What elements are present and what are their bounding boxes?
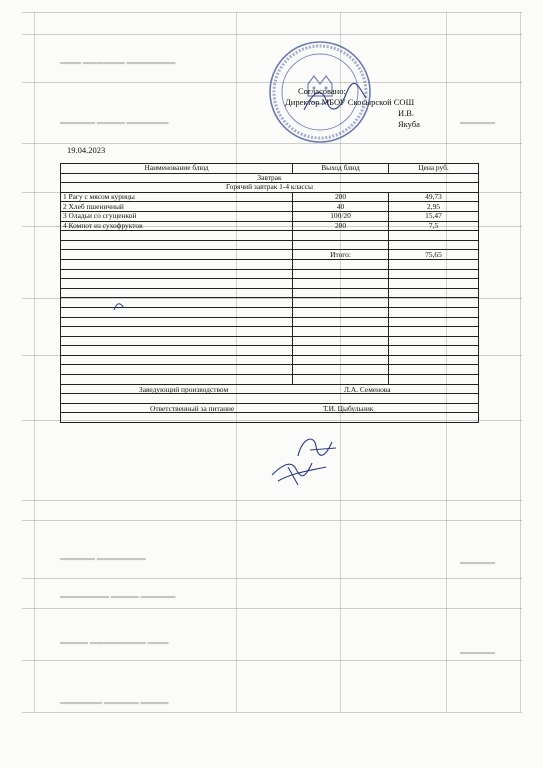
subsection-title: Горячий завтрак 1-4 классы — [61, 183, 479, 193]
dish-portion: 40 — [293, 202, 389, 212]
empty-row — [61, 269, 479, 279]
empty-row — [61, 365, 479, 375]
empty-row — [61, 288, 479, 298]
approval-line-signatory: И.В. Якуба — [398, 108, 420, 129]
dish-price: 15,47 — [389, 211, 479, 221]
table-row — [61, 221, 479, 231]
header-portion: Выход блюд — [293, 164, 389, 174]
nutrition-officer-label: Ответственный за питание — [150, 403, 235, 413]
section-row — [61, 173, 479, 183]
production-head-name: Л.А. Семенова — [344, 384, 391, 394]
empty-row — [61, 259, 479, 269]
empty-row — [61, 346, 479, 356]
document-date: 19.04.2023 — [67, 145, 106, 155]
menu-table — [60, 163, 479, 423]
dish-name: 3 Оладьи со сгущенкой — [61, 211, 293, 221]
table-row — [61, 192, 479, 202]
pen-mark — [112, 300, 126, 312]
total-label: Итого: — [293, 250, 389, 260]
nutrition-officer-signature — [268, 455, 330, 487]
empty-row — [61, 336, 479, 346]
empty-row — [61, 394, 479, 404]
dish-price: 2,95 — [389, 202, 479, 212]
dish-portion: 100/20 — [293, 211, 389, 221]
empty-row — [61, 279, 479, 289]
header-dish-name: Наименование блюд — [61, 164, 293, 174]
empty-row — [61, 231, 479, 241]
header-price: Цена руб. — [389, 164, 479, 174]
empty-row — [61, 240, 479, 250]
nutrition-officer-name: Т.И. Цыбульник — [323, 403, 374, 413]
approval-line-agreed: Согласовано: — [298, 86, 346, 96]
approval-line-director: Директор МБОУ Скосырской СОШ — [285, 97, 415, 107]
empty-row — [61, 355, 479, 365]
empty-row — [61, 413, 479, 423]
total-value: 75,65 — [389, 250, 479, 260]
dish-price: 49,73 — [389, 192, 479, 202]
subsection-row — [61, 183, 479, 193]
production-head-row — [61, 384, 479, 394]
total-row — [61, 250, 479, 260]
section-title: Завтрак — [61, 173, 479, 183]
dish-price: 7,5 — [389, 221, 479, 231]
empty-row — [61, 375, 479, 385]
empty-row — [61, 327, 479, 337]
dish-name: 1 Рагу с мясом курицы — [61, 192, 293, 202]
table-row — [61, 211, 479, 221]
table-row — [61, 202, 479, 212]
nutrition-officer-row — [61, 403, 479, 413]
dish-name: 4 Компот из сухофруктов — [61, 221, 293, 231]
table-header-row — [61, 164, 479, 174]
production-head-label: Заведующий производством — [139, 384, 229, 394]
dish-portion: 200 — [293, 192, 389, 202]
dish-portion: 200 — [293, 221, 389, 231]
empty-row — [61, 317, 479, 327]
director-signature — [300, 80, 370, 120]
dish-name: 2 Хлеб пшеничный — [61, 202, 293, 212]
